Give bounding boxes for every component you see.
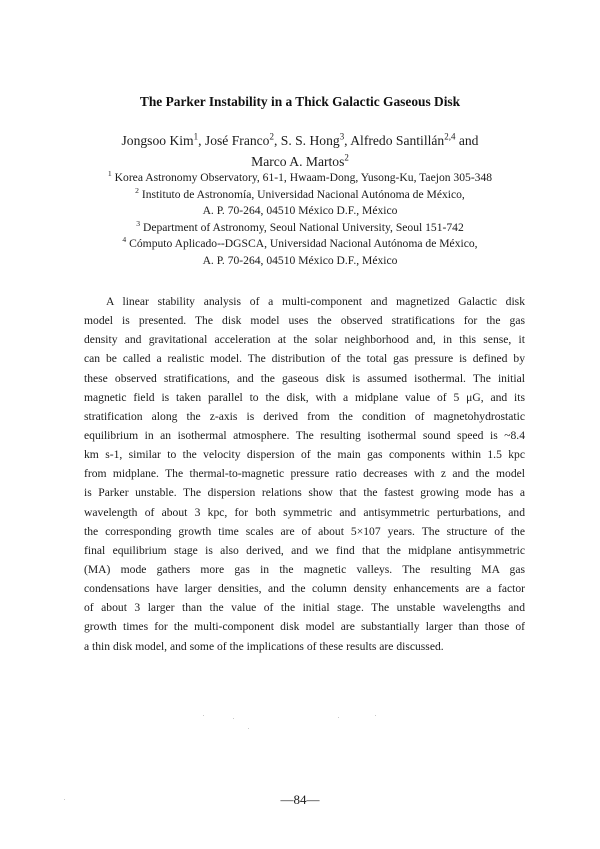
author-line-1 <box>0 130 600 151</box>
abstract-line: can be called a realistic model. The distribution of the total gas pressure is defined by <box>84 352 525 366</box>
scan-speck <box>375 715 376 716</box>
abstract-line: the corresponding growth time scales are of about 5×107 years. The structure of the <box>84 524 525 538</box>
abstract-line: final equilibrium stage is also derived, and we find that the midplane antisymmetric <box>84 543 525 557</box>
scan-speck <box>248 728 249 729</box>
abstract-line: km s-1, similar to the velocity dispersion of the main gas components within 1.5 kpc <box>84 448 525 462</box>
abstract-line: stratification along the z-axis is derived from the condition of magnetohydrostatic <box>84 409 525 423</box>
abstract-line: magnetic field is taken parallel to the disk, with a midplane value of 5 μG, and its <box>84 390 525 404</box>
abstract-line: equilibrium in an isothermal atmosphere. The resulting isothermal sound speed is ~8.4 <box>84 428 525 442</box>
author: José Franco$^2$, <box>204 131 281 148</box>
scan-speck <box>338 717 339 718</box>
affiliation: $^1$ Korea Astronomy Observatory, 61-1, Hwaam-Dong, Yusong-Ku, Taejon 305-348 <box>107 169 493 184</box>
abstract-line: these observed stratifications, and the gaseous disk is assumed isothermal. The initial <box>84 371 525 385</box>
abstract-line: condensations have larger densities, and the column density enhancements are a factor <box>84 582 525 596</box>
page-number: —84— <box>280 792 320 807</box>
scan-speck <box>233 718 234 719</box>
abstract-line: from midplane. The thermal-to-magnetic pressure ratio decreases with z and the model <box>84 467 525 481</box>
abstract-line: growth times for the multi-component disk model are substantially larger than those of <box>84 620 525 634</box>
author-line-2 <box>0 151 600 172</box>
abstract-line: wavelength of about 3 kpc, for both symmetric and antisymmetric perturbations, and <box>84 505 525 519</box>
author: Marco A. Martos$^2$ <box>251 152 349 169</box>
abstract-line: density and gravitational acceleration at the solar neighborhood and, in this sense, it <box>84 333 525 347</box>
abstract <box>84 292 525 656</box>
abstract-line: A linear stability analysis of a multi-component and magnetized Galactic disk <box>106 295 525 308</box>
abstract-line: model is presented. The disk model uses the observed stratifications for the gas <box>84 314 525 328</box>
abstract-line: is Parker unstable. The dispersion relations show that the fastest growing mode has a <box>84 486 525 500</box>
author-list <box>0 130 600 172</box>
affiliation-continuation: A. P. 70-264, 04510 México D.F., México <box>202 204 398 218</box>
affiliation: $^4$ Cómputo Aplicado--DGSCA, Universidad Nacional Autónoma de México, <box>122 235 478 251</box>
scan-speck <box>203 715 204 716</box>
abstract-line: a thin disk model, and some of the implications of these results are discussed. <box>84 639 444 653</box>
scan-speck <box>64 799 65 800</box>
affiliation: $^3$ Department of Astronomy, Seoul National University, Seoul 151-742 <box>136 218 464 234</box>
abstract-line: (MA) mode gathers more gas in the magnetic valleys. The resulting MA gas <box>84 562 525 576</box>
affiliation-continuation: A. P. 70-264, 04510 México D.F., México <box>202 253 398 267</box>
paper-title: The Parker Instability in a Thick Galactic Gaseous Disk <box>139 94 461 109</box>
author: Alfredo Santillán$^{2,4}$ and <box>350 131 479 148</box>
abstract-line: of about 3 larger than the value of the initial stage. The unstable wavelengths and <box>84 601 525 615</box>
affiliation: $^2$ Instituto de Astronomía, Universidad Nacional Autónoma de México, <box>135 185 465 201</box>
affiliations <box>60 170 540 270</box>
author: Jongsoo Kim$^1$, <box>121 131 205 148</box>
author: S. S. Hong$^3$, <box>280 131 351 148</box>
